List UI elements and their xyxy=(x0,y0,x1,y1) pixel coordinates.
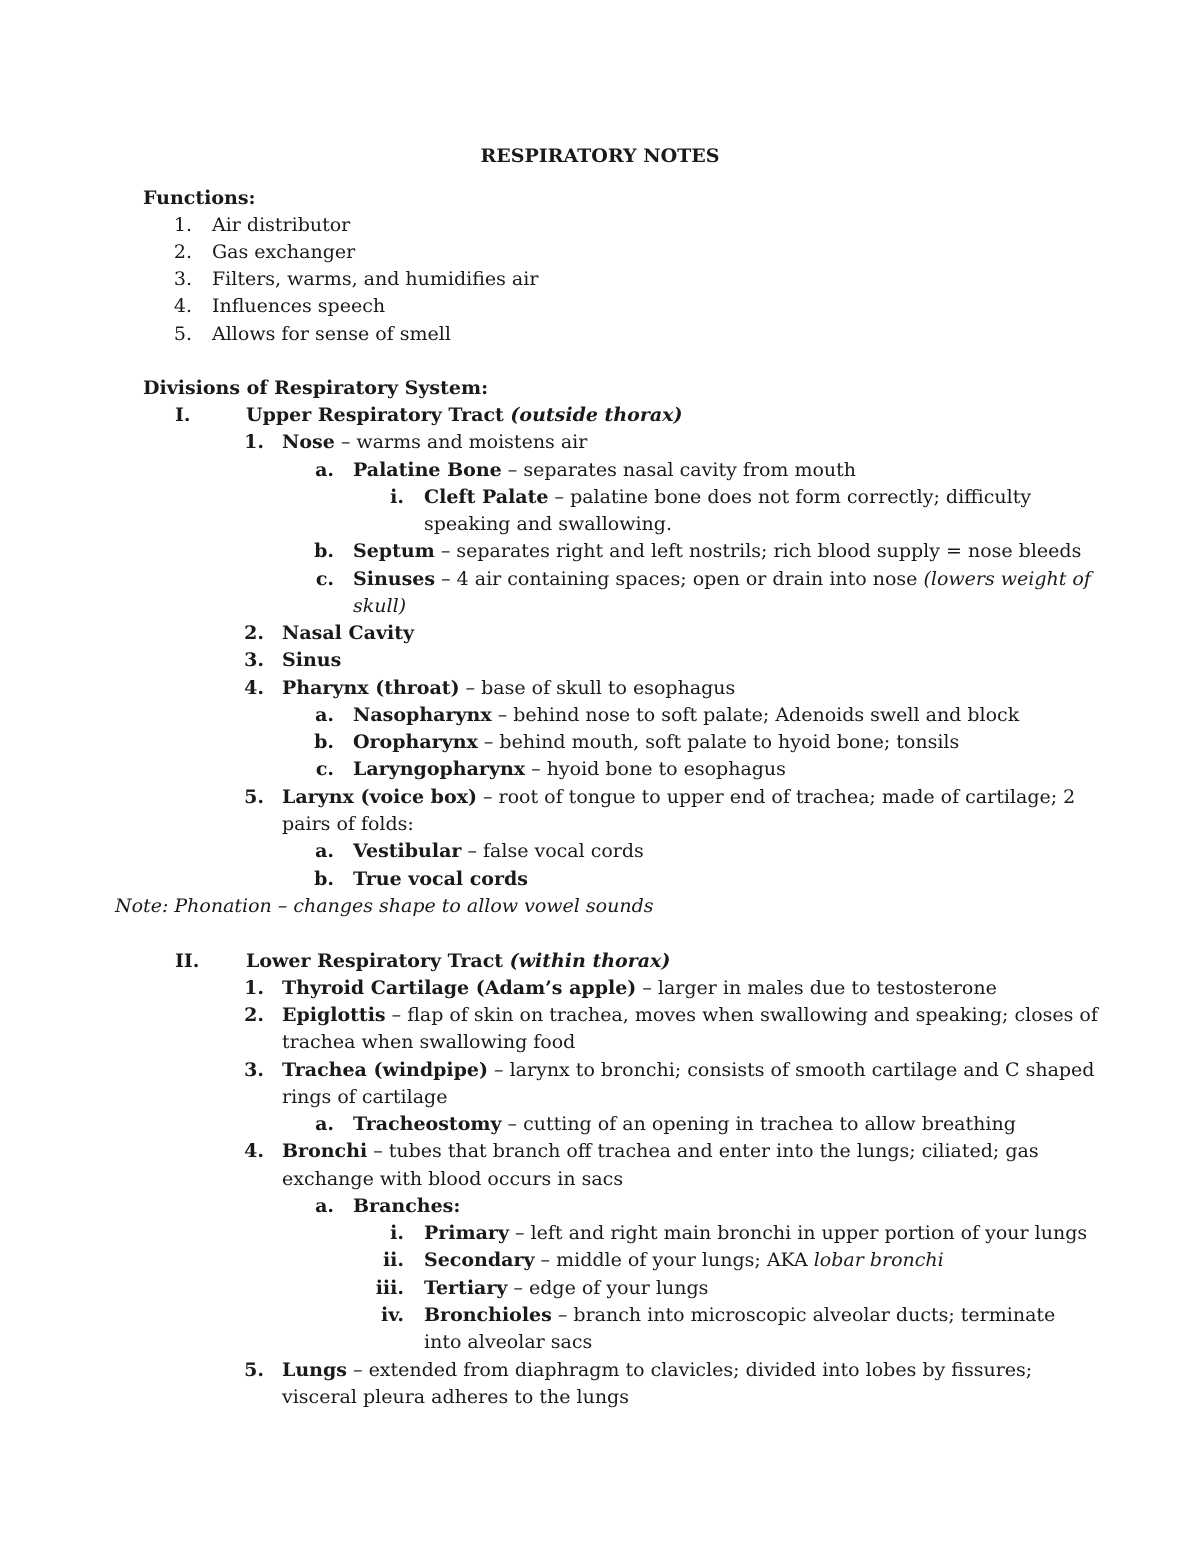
page-title: RESPIRATORY NOTES xyxy=(480,145,720,167)
list-item-thyroid-cartilage: Thyroid Cartilage (Adam’s apple) – larger in males due to testosterone xyxy=(282,977,997,999)
list-marker: 2. xyxy=(244,622,264,644)
list-item-trachea: Trachea (windpipe) – larynx to bronchi; consists of smooth cartilage and C shaped xyxy=(282,1059,1095,1081)
list-item-continuation: rings of cartilage xyxy=(282,1086,448,1108)
list-item-laryngopharynx: Laryngopharynx – hyoid bone to esophagus xyxy=(353,758,786,780)
list-marker: i. xyxy=(390,1222,404,1244)
list-marker: c. xyxy=(315,568,334,590)
functions-heading: Functions: xyxy=(143,187,256,209)
list-item-nasal-cavity: Nasal Cavity xyxy=(282,622,415,644)
function-item: Filters, warms, and humidifies air xyxy=(212,268,539,290)
function-item: Gas exchanger xyxy=(212,241,356,263)
list-item-septum: Septum – separates right and left nostrils; rich blood supply = nose bleeds xyxy=(353,540,1082,562)
list-marker: iv. xyxy=(381,1304,404,1326)
list-item-pharynx: Pharynx (throat) – base of skull to esophagus xyxy=(282,677,736,699)
list-marker: a. xyxy=(315,459,334,481)
list-marker: a. xyxy=(315,840,334,862)
list-item-sinuses: Sinuses – 4 air containing spaces; open or drain into nose (lowers weight of xyxy=(353,568,1091,590)
list-marker: 5. xyxy=(244,1359,264,1381)
list-item-lungs: Lungs – extended from diaphragm to clavicles; divided into lobes by fissures; xyxy=(282,1359,1033,1381)
list-marker: b. xyxy=(314,731,334,753)
list-marker: i. xyxy=(390,486,404,508)
list-item-continuation: visceral pleura adheres to the lungs xyxy=(282,1386,629,1408)
list-marker: 1. xyxy=(173,214,192,236)
list-marker: 4. xyxy=(244,1140,264,1162)
list-item-branches: Branches: xyxy=(353,1195,461,1217)
list-marker: 3. xyxy=(244,649,264,671)
function-item: Influences speech xyxy=(212,295,386,317)
list-item-oropharynx: Oropharynx – behind mouth, soft palate to hyoid bone; tonsils xyxy=(353,731,960,753)
list-marker: iii. xyxy=(375,1277,404,1299)
list-marker: b. xyxy=(314,868,334,890)
list-marker: 3. xyxy=(244,1059,264,1081)
list-item-tracheostomy: Tracheostomy – cutting of an opening in trachea to allow breathing xyxy=(353,1113,1016,1135)
list-marker: 2. xyxy=(244,1004,264,1026)
list-item-continuation: trachea when swallowing food xyxy=(282,1031,576,1053)
list-marker: ii. xyxy=(382,1249,404,1271)
list-item-sinus: Sinus xyxy=(282,649,342,671)
list-marker: b. xyxy=(314,540,334,562)
list-item-epiglottis: Epiglottis – flap of skin on trachea, moves when swallowing and speaking; closes of xyxy=(282,1004,1098,1026)
list-marker: 1. xyxy=(244,977,264,999)
list-item-continuation: pairs of folds: xyxy=(282,813,414,835)
roman-marker: I. xyxy=(175,404,191,426)
list-marker: c. xyxy=(315,758,334,780)
phonation-note: Note: Phonation – changes shape to allow vowel sounds xyxy=(115,895,654,917)
list-marker: a. xyxy=(315,704,334,726)
list-item-bronchi: Bronchi – tubes that branch off trachea and enter into the lungs; ciliated; gas xyxy=(282,1140,1039,1162)
list-marker: 5. xyxy=(244,786,264,808)
list-item-true-vocal-cords: True vocal cords xyxy=(353,868,528,890)
list-marker: a. xyxy=(315,1195,334,1217)
list-marker: 4. xyxy=(244,677,264,699)
list-marker: 1. xyxy=(244,431,264,453)
list-item-primary: Primary – left and right main bronchi in upper portion of your lungs xyxy=(424,1222,1088,1244)
list-item-larynx: Larynx (voice box) – root of tongue to upper end of trachea; made of cartilage; 2 xyxy=(282,786,1076,808)
list-item-tertiary: Tertiary – edge of your lungs xyxy=(424,1277,709,1299)
function-item: Allows for sense of smell xyxy=(212,323,451,345)
upper-tract-heading: Upper Respiratory Tract (outside thorax) xyxy=(246,404,683,426)
list-item-nose: Nose – warms and moistens air xyxy=(282,431,588,453)
function-item: Air distributor xyxy=(212,214,351,236)
list-marker: a. xyxy=(315,1113,334,1135)
list-marker: 2. xyxy=(173,241,192,263)
list-item-continuation: into alveolar sacs xyxy=(424,1331,593,1353)
list-item-continuation: exchange with blood occurs in sacs xyxy=(282,1168,624,1190)
list-item-bronchioles: Bronchioles – branch into microscopic alveolar ducts; terminate xyxy=(424,1304,1056,1326)
list-item-vestibular: Vestibular – false vocal cords xyxy=(353,840,644,862)
list-item-nasopharynx: Nasopharynx – behind nose to soft palate; Adenoids swell and block xyxy=(353,704,1020,726)
list-item-continuation: skull) xyxy=(353,595,407,617)
roman-marker: II. xyxy=(175,950,200,972)
lower-tract-heading: Lower Respiratory Tract (within thorax) xyxy=(246,950,671,972)
list-marker: 4. xyxy=(173,295,192,317)
list-item-cleft-palate: Cleft Palate – palatine bone does not form correctly; difficulty xyxy=(424,486,1032,508)
list-item-continuation: speaking and swallowing. xyxy=(424,513,672,535)
list-marker: 5. xyxy=(173,323,192,345)
divisions-heading: Divisions of Respiratory System: xyxy=(143,377,489,399)
list-item-secondary: Secondary – middle of your lungs; AKA lobar bronchi xyxy=(424,1249,944,1271)
list-item-palatine-bone: Palatine Bone – separates nasal cavity from mouth xyxy=(353,459,857,481)
list-marker: 3. xyxy=(173,268,192,290)
